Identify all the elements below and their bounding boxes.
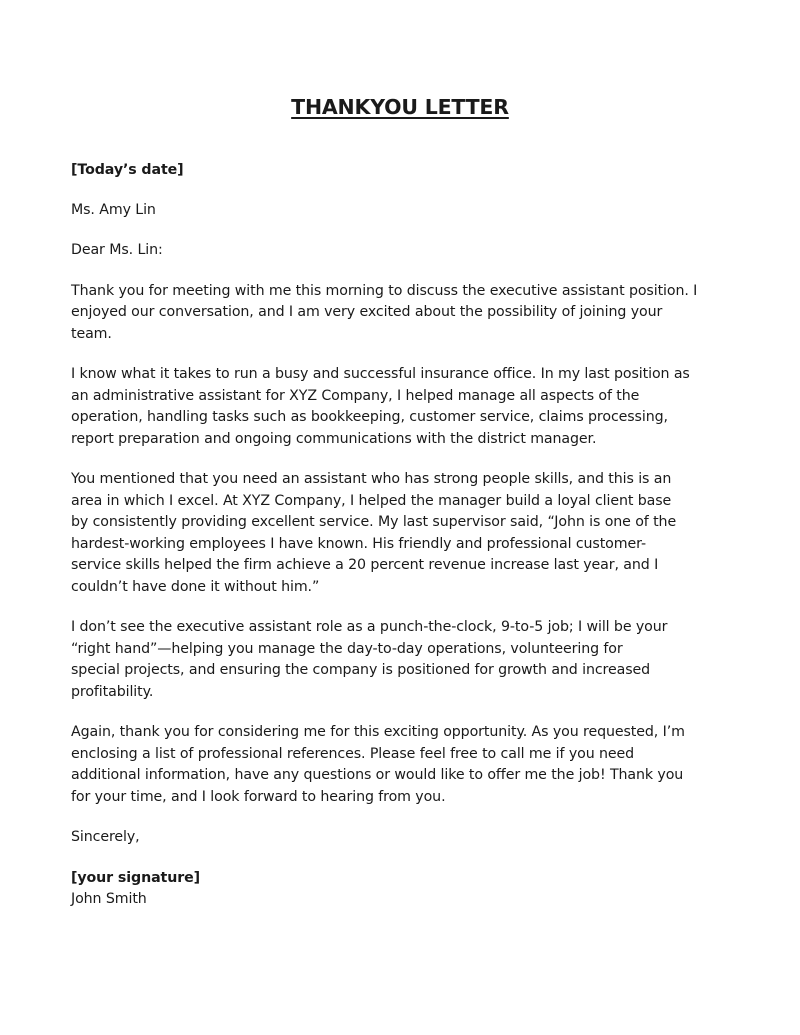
paragraph-line: report preparation and ongoing communications with the district manager. [71,430,597,447]
closing: Sincerely, [71,829,140,845]
paragraph-line: I know what it takes to run a busy and successful insurance office. In my last position as [71,366,690,382]
paragraph-line: enclosing a list of professional references. Please feel free to call me if you need [71,745,635,762]
date-placeholder: [Today’s date] [71,162,184,178]
paragraph-line: couldn’t have done it without him.” [71,578,320,595]
paragraph-2 [71,364,741,450]
letter-body [71,160,741,911]
sender-name: John Smith [71,891,147,907]
paragraph-line: operation, handling tasks such as bookkeeping, customer service, claims processing, [71,409,668,425]
paragraph-1 [71,281,741,346]
paragraph-line: for your time, and I look forward to hearing from you. [71,788,446,805]
paragraph-line: I don’t see the executive assistant role as a punch-the-clock, 9-to-5 job; I will be your [71,619,668,635]
paragraph-line: enjoyed our conversation, and I am very excited about the possibility of joining your [71,304,663,320]
paragraph-line: area in which I excel. At XYZ Company, I helped the manager build a loyal client base [71,492,672,509]
paragraph-line: by consistently providing excellent service. My last supervisor said, “John is one of the [71,514,677,530]
paragraph-line: an administrative assistant for XYZ Company, I helped manage all aspects of the [71,387,640,404]
signature-placeholder: [your signature] [71,869,201,886]
paragraph-line: You mentioned that you need an assistant who has strong people skills, and this is an [71,471,672,487]
paragraph-line: Again, thank you for considering me for this exciting opportunity. As you requested, I’m [71,724,685,740]
paragraph-line: hardest-working employees I have known. His friendly and professional customer- [71,535,646,552]
paragraph-line: team. [71,325,112,342]
paragraph-line: additional information, have any questions or would like to offer me the job! Thank you [71,767,684,783]
recipient-name: Ms. Amy Lin [71,201,156,218]
paragraph-3 [71,469,741,598]
paragraph-5 [71,722,741,808]
salutation: Dear Ms. Lin: [71,242,163,258]
paragraph-line: profitability. [71,683,154,700]
paragraph-line: “right hand”—helping you manage the day-to-day operations, volunteering for [71,640,623,657]
paragraph-line: special projects, and ensuring the company is positioned for growth and increased [71,662,651,678]
letter-title: THANKYOU LETTER [291,95,509,119]
paragraph-line: service skills helped the firm achieve a 20 percent revenue increase last year, and I [71,557,659,573]
paragraph-4 [71,617,741,703]
paragraph-line: Thank you for meeting with me this morning to discuss the executive assistant position. I [71,282,698,299]
